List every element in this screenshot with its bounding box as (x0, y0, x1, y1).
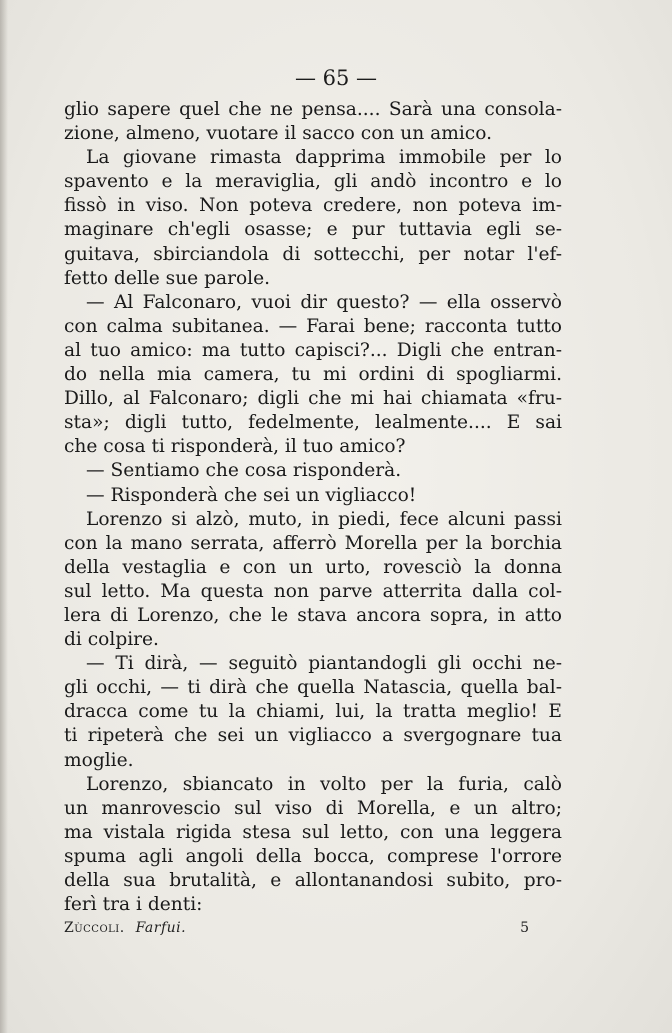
text-line: dracca come tu la chiami, lui, la tratta meglio! E (64, 701, 562, 723)
text-line: — Sentiamo che cosa risponderà. (86, 460, 402, 482)
text-line: sta»; digli tutto, fedelmente, lealmente.... E sai (64, 412, 562, 434)
text-line: gli occhi, — ti dirà che quella Natascia, quella bal- (64, 677, 562, 699)
text-line: moglie. (64, 749, 134, 771)
footer-author: Zùccoli. (64, 920, 125, 936)
text-line: zione, almeno, vuotare il sacco con un amico. (64, 123, 493, 145)
text-line: maginare ch'egli osasse; e pur tuttavia egli se- (64, 219, 562, 241)
text-line: sul letto. Ma questa non parve atterrita dalla col- (64, 580, 562, 602)
text-line: Lorenzo si alzò, muto, in piedi, fece alcuni passi (86, 508, 562, 530)
text-line: ferì tra i denti: (64, 894, 203, 916)
text-line: con calma subitanea. — Farai bene; racconta tutto (64, 315, 562, 337)
signature-mark: 5 (520, 920, 529, 936)
text-line: — Ti dirà, — seguitò piantandogli gli occhi ne- (86, 653, 562, 675)
text-line: La giovane rimasta dapprima immobile per lo (86, 147, 562, 169)
text-line: — Al Falconaro, vuoi dir questo? — ella osservò (86, 291, 562, 313)
text-line: spuma agli angoli della bocca, comprese l'orrore (64, 845, 562, 867)
footer-title: Farfui. (135, 920, 187, 936)
text-line: della sua brutalità, e allontanandosi subito, pro- (64, 870, 562, 891)
text-line: spavento e la meraviglia, gli andò incontro e lo (64, 171, 562, 193)
text-line: di colpire. (64, 629, 159, 651)
text-line: glio sapere quel che ne pensa.... Sarà una consola- (64, 99, 562, 120)
text-line: un manrovescio sul viso di Morella, e un altro; (64, 797, 562, 819)
text-line: Dillo, al Falconaro; digli che mi hai chiamata «fru- (64, 388, 562, 410)
text-line: che cosa ti risponderà, il tuo amico? (64, 436, 406, 458)
text-line: fissò in viso. Non poteva credere, non poteva im- (64, 195, 562, 217)
text-line: fetto delle sue parole. (64, 267, 271, 289)
text-line: lera di Lorenzo, che le stava ancora sopra, in atto (64, 604, 562, 626)
text-line: guitava, sbirciandola di sottecchi, per notar l'ef- (64, 243, 562, 265)
page-footer (64, 920, 529, 936)
body-text (64, 98, 562, 917)
text-line: al tuo amico: ma tutto capisci?... Digli che entran- (64, 339, 562, 361)
text-line: ma vistala rigida stesa sul letto, con una leggera (64, 821, 562, 843)
text-line: Lorenzo, sbiancato in volto per la furia, calò (86, 773, 562, 795)
page-spine-shadow (0, 0, 8, 1033)
page-number: — 65 — (294, 66, 378, 90)
text-line: — Risponderà che sei un vigliacco! (86, 484, 417, 506)
text-line: do nella mia camera, tu mi ordini di spogliarmi. (64, 364, 562, 386)
footer-signature (64, 920, 186, 936)
text-line: della vestaglia e con un urto, rovesciò la donna (64, 556, 562, 578)
text-line: con la mano serrata, afferrò Morella per la borchia (64, 532, 562, 554)
text-line: ti ripeterà che sei un vigliacco a svergognare tua (64, 725, 562, 747)
